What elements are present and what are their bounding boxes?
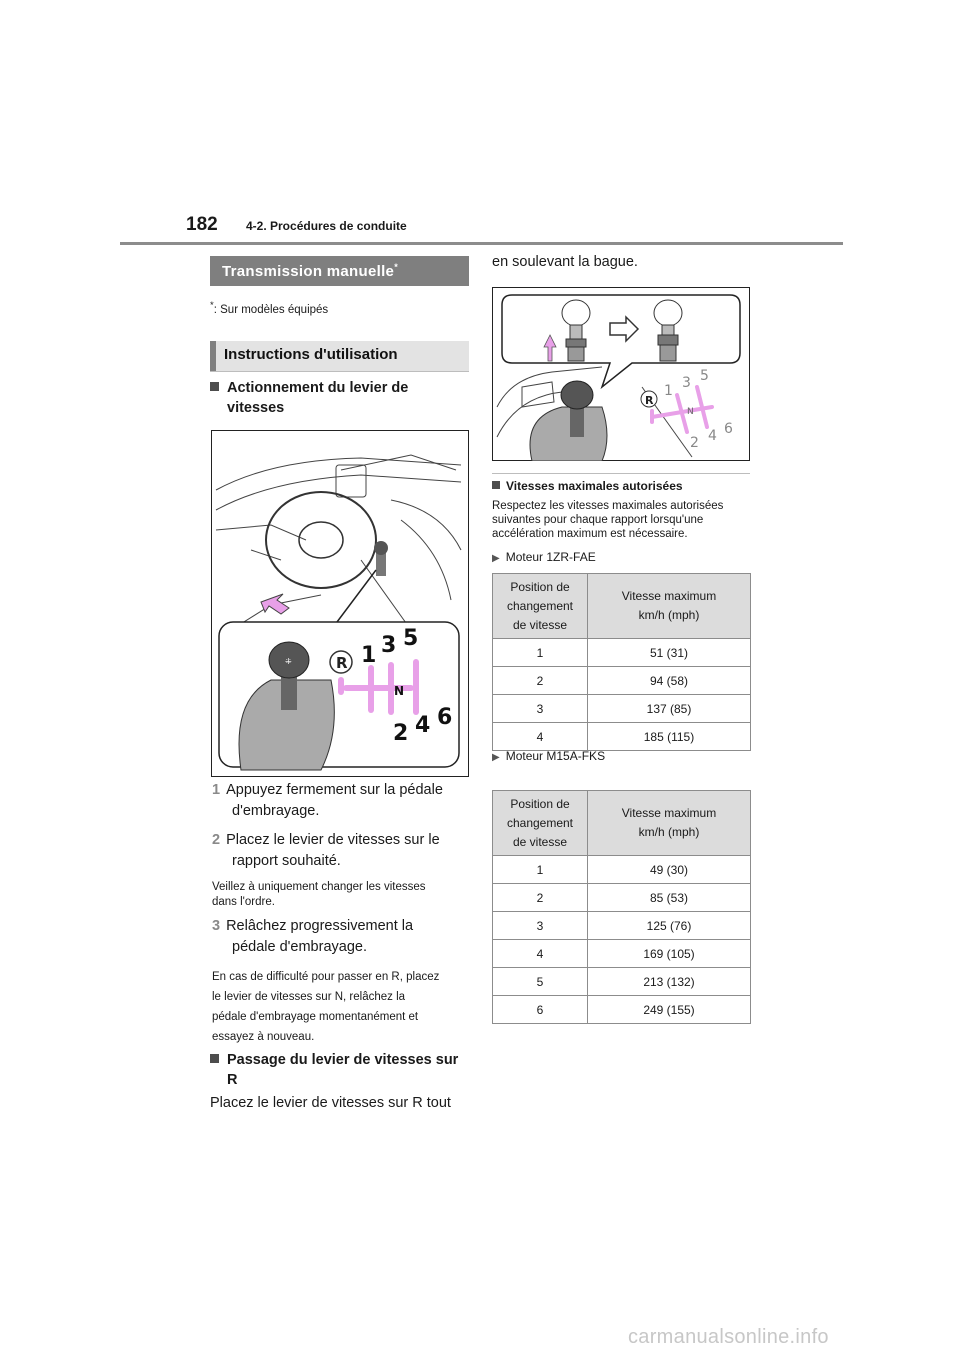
fig2-gear-5: 5 (700, 368, 709, 384)
step-1-line1: Appuyez fermement sur la pédale (226, 782, 443, 798)
fig2-neutral: N (687, 407, 694, 417)
table-header-position: Position de changement de vitesse (493, 574, 588, 639)
cockpit-shift-illustration (211, 430, 469, 777)
step-3 (212, 916, 472, 958)
continuation-text: en soulevant la bague. (492, 254, 638, 270)
footnote-text: : Sur modèles équipés (213, 303, 329, 316)
step-2-number: 2 (212, 832, 221, 848)
note-order-line2: dans l'ordre. (212, 896, 275, 908)
reverse-ring-illustration (492, 287, 750, 461)
bullet-square-icon (210, 382, 219, 391)
step-3-line1: Relâchez progressivement la (226, 918, 414, 934)
reverse-heading-line2: R (227, 1072, 238, 1088)
fig1-neutral: N (394, 684, 405, 698)
chapter-title: Transmission manuelle (222, 263, 395, 280)
watermark-link[interactable]: carmanualsonline.info (628, 1326, 829, 1348)
section-header: 4-2. Procédures de conduite (246, 219, 407, 233)
engine-1zr-label (492, 550, 596, 564)
fig1-gear-5: 5 (403, 626, 419, 651)
table-row: 1 51 (31) (493, 639, 751, 667)
fig2-gear-4: 4 (708, 428, 717, 444)
lever-heading-line2: vitesses (227, 400, 285, 416)
note-order-line1: Veillez à uniquement changer les vitesses (212, 881, 426, 893)
bullet-square-icon (210, 1054, 219, 1063)
speeds-text-line2: suivantes pour chaque rapport lorsqu'une (492, 514, 704, 526)
table-header-row (493, 791, 751, 856)
speed-table-m15a (492, 790, 751, 1024)
note-difficulty (212, 967, 474, 1047)
instructions-rule (210, 371, 469, 372)
speeds-heading-text: Vitesses maximales autorisées (506, 479, 683, 493)
fig2-gear-6: 6 (724, 421, 733, 437)
step-2 (212, 830, 472, 872)
reverse-text: Placez le levier de vitesses sur R tout (210, 1095, 451, 1111)
engine-m15a-label (492, 749, 605, 763)
step-3-line2: pédale d'embrayage. (232, 939, 367, 955)
footnote-mark: * (210, 300, 214, 311)
reverse-heading-line1: Passage du levier de vitesses sur (227, 1052, 459, 1068)
svg-text:⁜: ⁜ (285, 657, 292, 666)
table-row: 5 213 (132) (493, 968, 751, 996)
triangle-bullet-icon: ▶ (492, 553, 500, 564)
step-3-number: 3 (212, 918, 221, 934)
bullet-square-icon (492, 481, 500, 489)
header-divider (120, 242, 843, 245)
table-row: 4 169 (105) (493, 940, 751, 968)
lever-heading-line1: Actionnement du levier de (227, 380, 409, 396)
note-difficulty-line4: essayez à nouveau. (212, 1031, 315, 1043)
fig2-reverse-label: R (645, 394, 654, 407)
fig1-gear-1: 1 (361, 643, 377, 668)
step-2-line2: rapport souhaité. (232, 853, 341, 869)
step-1 (212, 780, 472, 822)
fig2-gear-3: 3 (682, 375, 691, 391)
lever-heading (210, 378, 408, 418)
table-row: 6 249 (155) (493, 996, 751, 1024)
fig1-gear-3: 3 (381, 633, 397, 658)
triangle-bullet-icon: ▶ (492, 752, 500, 763)
fig1-gear-4: 4 (415, 713, 431, 738)
chapter-title-band (210, 256, 469, 286)
speeds-text (492, 499, 757, 541)
speeds-heading (492, 479, 683, 493)
speeds-text-line3: accélération maximum est nécessaire. (492, 528, 688, 540)
table-header-row (493, 574, 751, 639)
table-header-speed: Vitesse maximum km/h (mph) (588, 791, 751, 856)
speed-table-1zr (492, 573, 751, 751)
step-2-line1: Placez le levier de vitesses sur le (226, 832, 440, 848)
note-difficulty-line3: pédale d'embrayage momentanément et (212, 1011, 419, 1023)
engine-1zr-text: Moteur 1ZR-FAE (505, 550, 596, 564)
page-number: 182 (186, 214, 218, 235)
fig2-gear-1: 1 (664, 383, 673, 399)
table-header-speed: Vitesse maximum km/h (mph) (588, 574, 751, 639)
step-1-line2: d'embrayage. (232, 803, 320, 819)
instructions-heading-band (210, 341, 469, 371)
note-difficulty-line2: le levier de vitesses sur N, relâchez la (212, 991, 406, 1003)
table-row: 2 94 (58) (493, 667, 751, 695)
reverse-heading (210, 1050, 458, 1090)
table-row: 2 85 (53) (493, 884, 751, 912)
table-row: 3 137 (85) (493, 695, 751, 723)
table-row: 1 49 (30) (493, 856, 751, 884)
step-1-number: 1 (212, 782, 221, 798)
fig1-reverse-label: R (336, 654, 348, 672)
note-order (212, 880, 472, 910)
table-row: 3 125 (76) (493, 912, 751, 940)
speeds-divider (492, 473, 750, 474)
instructions-heading: Instructions d'utilisation (224, 346, 398, 363)
note-difficulty-line1: En cas de difficulté pour passer en R, placez (212, 971, 440, 983)
engine-m15a-text: Moteur M15A-FKS (505, 749, 606, 763)
fig2-gear-2: 2 (690, 435, 699, 451)
table-header-position: Position de changement de vitesse (493, 791, 588, 856)
title-asterisk: * (394, 262, 399, 272)
speeds-text-line1: Respectez les vitesses maximales autorisées (492, 500, 724, 512)
fig1-gear-2: 2 (393, 721, 409, 746)
fig1-gear-6: 6 (437, 705, 453, 730)
footnote (210, 298, 328, 318)
table-row: 4 185 (115) (493, 723, 751, 751)
